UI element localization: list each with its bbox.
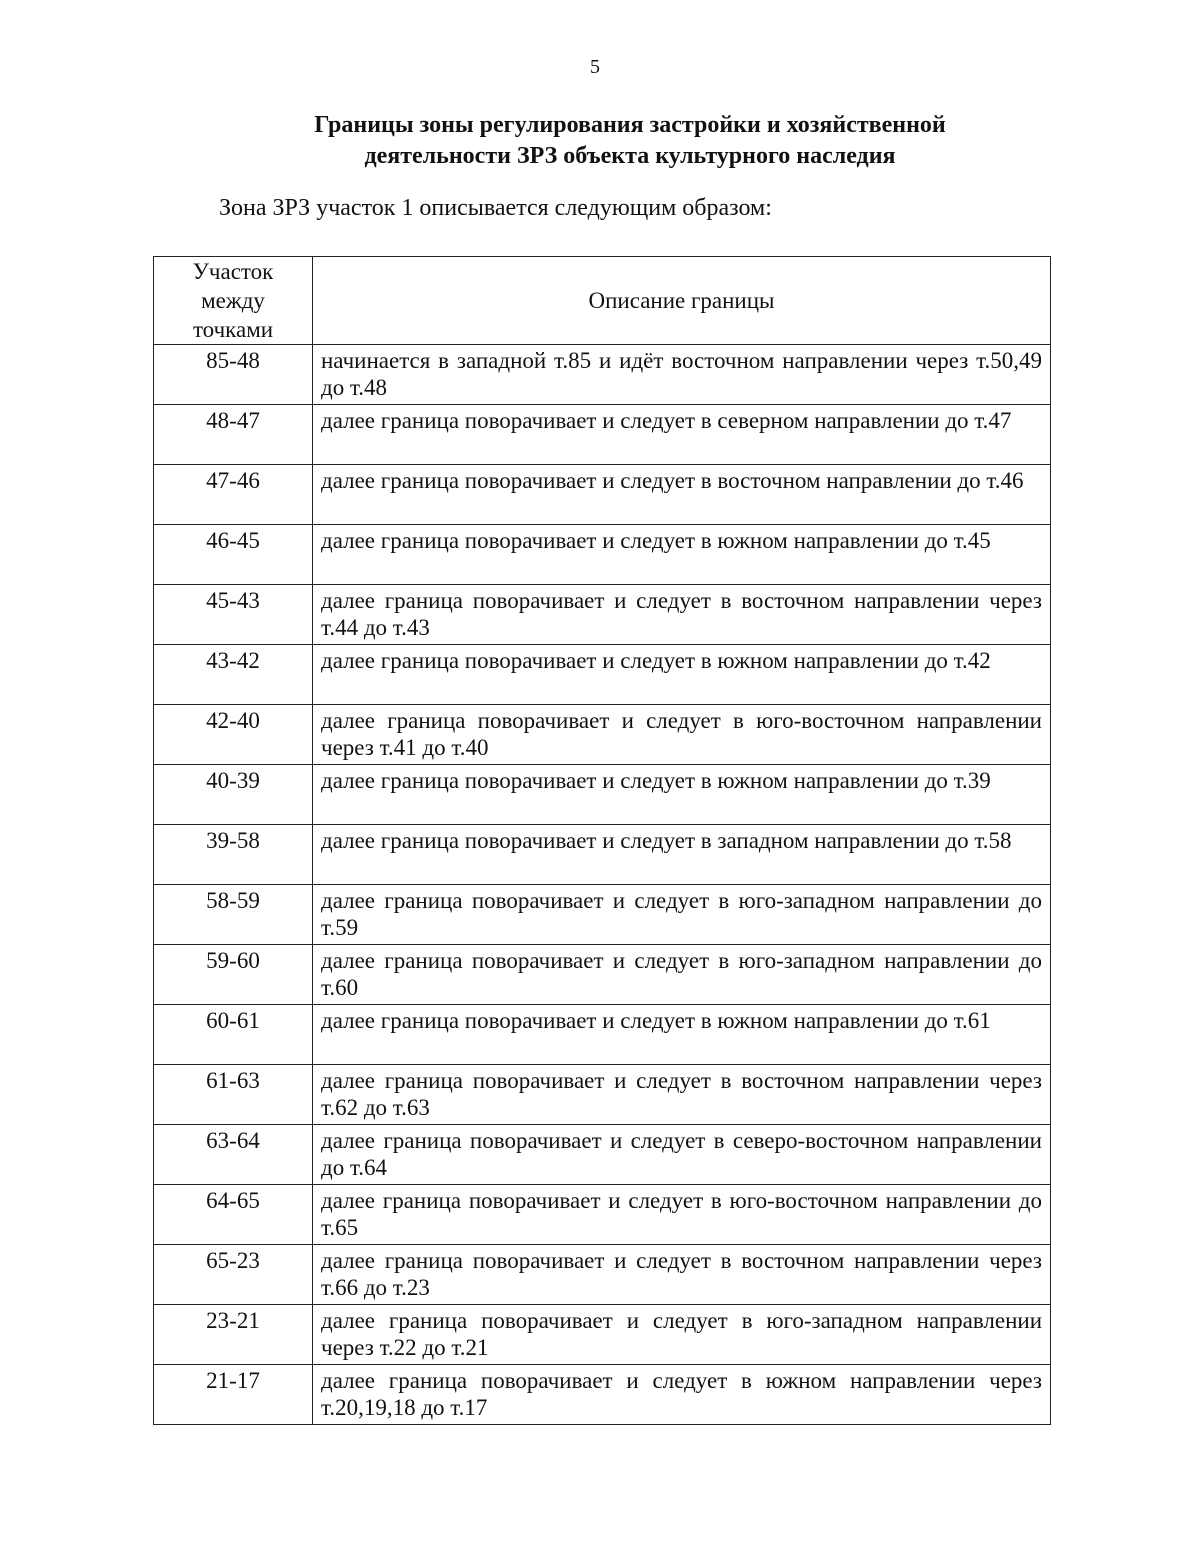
description-cell: далее граница поворачивает и следует в северном направлении до т.47: [313, 405, 1051, 465]
segment-cell: 48-47: [154, 405, 313, 465]
description-cell: далее граница поворачивает и следует в юго-восточном направлении до т.65: [313, 1185, 1051, 1245]
segment-cell: 65-23: [154, 1245, 313, 1305]
segment-cell: 40-39: [154, 765, 313, 825]
segment-cell: 61-63: [154, 1065, 313, 1125]
description-cell: далее граница поворачивает и следует в юго-восточном направлении через т.41 до т.40: [313, 705, 1051, 765]
table-row: [154, 1305, 1051, 1365]
table-row: [154, 705, 1051, 765]
table-row: [154, 645, 1051, 705]
description-cell: далее граница поворачивает и следует в южном направлении до т.39: [313, 765, 1051, 825]
table-row: [154, 1125, 1051, 1185]
table-row: [154, 1005, 1051, 1065]
column-header-segment: [154, 257, 313, 345]
description-cell: далее граница поворачивает и следует в южном направлении до т.42: [313, 645, 1051, 705]
table-row: [154, 765, 1051, 825]
document-title: [210, 110, 1050, 172]
column-header-segment-line: между: [201, 288, 265, 313]
segment-cell: 39-58: [154, 825, 313, 885]
description-cell: далее граница поворачивает и следует в восточном направлении через т.66 до т.23: [313, 1245, 1051, 1305]
description-cell: далее граница поворачивает и следует в южном направлении до т.61: [313, 1005, 1051, 1065]
segment-cell: 42-40: [154, 705, 313, 765]
table-row: [154, 525, 1051, 585]
table-row: [154, 825, 1051, 885]
segment-cell: 64-65: [154, 1185, 313, 1245]
segment-cell: 43-42: [154, 645, 313, 705]
title-line-2: деятельности ЗРЗ объекта культурного наследия: [364, 143, 896, 169]
table-row: [154, 1365, 1051, 1425]
table-row: [154, 345, 1051, 405]
column-header-description: Описание границы: [313, 257, 1051, 345]
table-row: [154, 1245, 1051, 1305]
table-row: [154, 465, 1051, 525]
segment-cell: 85-48: [154, 345, 313, 405]
segment-cell: 47-46: [154, 465, 313, 525]
table-row: [154, 585, 1051, 645]
page-number: 5: [590, 56, 600, 78]
description-cell: далее граница поворачивает и следует в южном направлении до т.45: [313, 525, 1051, 585]
table-row: [154, 405, 1051, 465]
description-cell: далее граница поворачивает и следует в восточном направлении через т.62 до т.63: [313, 1065, 1051, 1125]
description-cell: далее граница поворачивает и следует в восточном направлении до т.46: [313, 465, 1051, 525]
segment-cell: 63-64: [154, 1125, 313, 1185]
segment-cell: 46-45: [154, 525, 313, 585]
segment-cell: 59-60: [154, 945, 313, 1005]
segment-cell: 60-61: [154, 1005, 313, 1065]
description-cell: далее граница поворачивает и следует в южном направлении через т.20,19,18 до т.17: [313, 1365, 1051, 1425]
table-row: [154, 1065, 1051, 1125]
title-line-1: Границы зоны регулирования застройки и хозяйственной: [314, 112, 946, 138]
column-header-segment-line: Участок: [192, 259, 274, 284]
table-body: [154, 345, 1051, 1425]
table-row: [154, 885, 1051, 945]
segment-cell: 58-59: [154, 885, 313, 945]
table-row: [154, 1185, 1051, 1245]
description-cell: начинается в западной т.85 и идёт восточном направлении через т.50,49 до т.48: [313, 345, 1051, 405]
boundary-table: [153, 256, 1051, 1425]
description-cell: далее граница поворачивает и следует в юго-западном направлении через т.22 до т.21: [313, 1305, 1051, 1365]
segment-cell: 21-17: [154, 1365, 313, 1425]
table-header-row: [154, 257, 1051, 345]
description-cell: далее граница поворачивает и следует в восточном направлении через т.44 до т.43: [313, 585, 1051, 645]
intro-text: Зона ЗРЗ участок 1 описывается следующим образом:: [219, 195, 772, 221]
description-cell: далее граница поворачивает и следует в юго-западном направлении до т.60: [313, 945, 1051, 1005]
segment-cell: 45-43: [154, 585, 313, 645]
column-header-segment-line: точками: [192, 317, 274, 342]
description-cell: далее граница поворачивает и следует в юго-западном направлении до т.59: [313, 885, 1051, 945]
description-cell: далее граница поворачивает и следует в западном направлении до т.58: [313, 825, 1051, 885]
table-row: [154, 945, 1051, 1005]
description-cell: далее граница поворачивает и следует в северо-восточном направлении до т.64: [313, 1125, 1051, 1185]
segment-cell: 23-21: [154, 1305, 313, 1365]
